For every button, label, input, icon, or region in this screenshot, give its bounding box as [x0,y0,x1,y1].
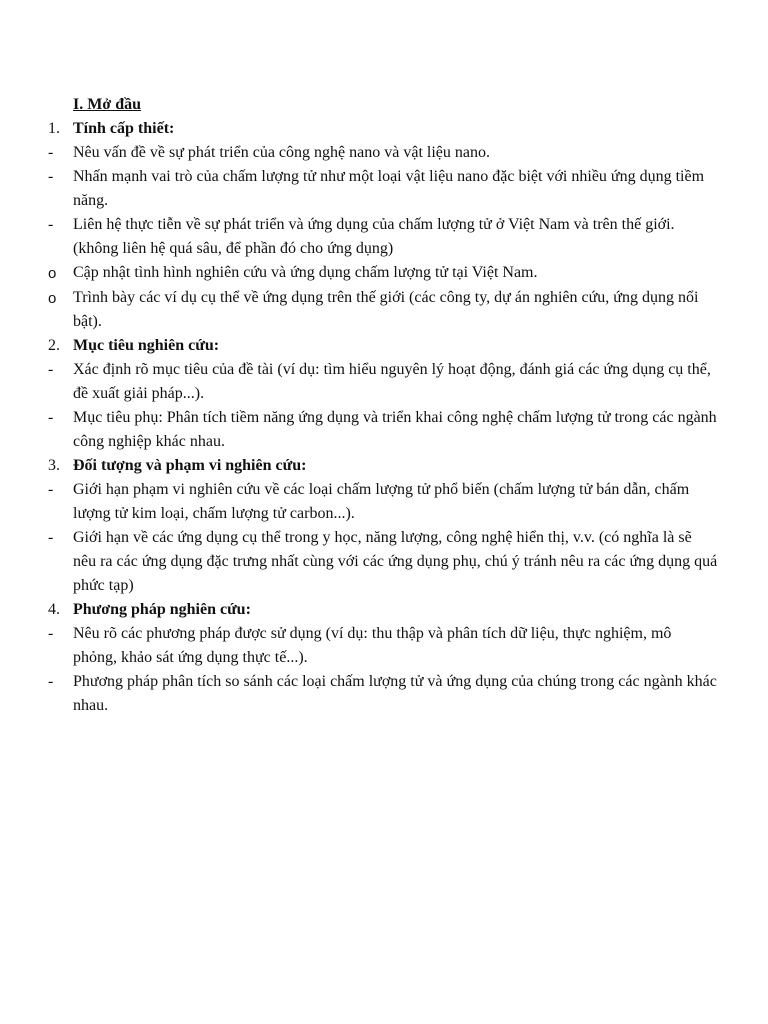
dash-bullet: - [48,168,54,185]
list-item [48,213,718,261]
list-item-text: Nêu vấn đề về sự phát triển của công nghệ nano và vật liệu nano. [73,144,490,161]
section-number: 3. [48,457,60,474]
dash-bullet: - [48,216,54,233]
list-item [48,286,718,334]
section-number: 2. [48,337,60,354]
dash-bullet: - [48,673,54,690]
list-item [48,261,718,286]
list-item-text: Trình bày các ví dụ cụ thể về ứng dụng trên thế giới (các công ty, dự án nghiên cứu, ứng dụng nổi bật). [73,289,699,330]
section-title: Mục tiêu nghiên cứu: [73,337,220,354]
section-title: Phương pháp nghiên cứu: [73,601,251,618]
dash-bullet: - [48,529,54,546]
circle-bullet: o [48,290,57,307]
list-item-text: Cập nhật tình hình nghiên cứu và ứng dụng chấm lượng tử tại Việt Nam. [73,264,538,281]
section-2-title-line [48,334,718,358]
section-4-title-line [48,598,718,622]
list-item [48,670,718,718]
dash-bullet: - [48,409,54,426]
list-item [48,406,718,454]
list-item [48,165,718,213]
list-item [48,478,718,526]
section-3-title-line [48,454,718,478]
list-item-text: Xác định rõ mục tiêu của đề tài (ví dụ: tìm hiểu nguyên lý hoạt động, đánh giá các ứng dụng cụ thể, đề xuất giải pháp...). [73,361,711,402]
list-item-text: Giới hạn về các ứng dụng cụ thể trong y học, năng lượng, công nghệ hiển thị, v.v. (có nghĩa là sẽ nêu ra các ứng dụng đặc trưng nhất cùng với các ứng dụng phụ, chú ý tránh nêu ra các ứng dụng quá phức tạp) [73,529,718,594]
section-heading: I. Mở đầu [73,96,141,113]
section-number: 4. [48,601,60,618]
document-content [48,93,718,718]
list-item-text: Nhấn mạnh vai trò của chấm lượng tử như một loại vật liệu nano đặc biệt với nhiều ứng dụng tiềm năng. [73,168,705,209]
list-item [48,358,718,406]
section-1-title-line [48,117,718,141]
dash-bullet: - [48,144,54,161]
dash-bullet: - [48,481,54,498]
list-item [48,622,718,670]
list-item-text: Phương pháp phân tích so sánh các loại chấm lượng tử và ứng dụng của chúng trong các ngành khác nhau. [73,673,717,714]
list-item [48,526,718,598]
section-title: Đối tượng và phạm vi nghiên cứu: [73,457,307,474]
list-item [48,141,718,165]
section-title: Tính cấp thiết: [73,120,175,137]
dash-bullet: - [48,361,54,378]
dash-bullet: - [48,625,54,642]
list-item-text: Liên hệ thực tiễn về sự phát triển và ứng dụng của chấm lượng tử ở Việt Nam và trên thế giới. (không liên hệ quá sâu, để phần đó cho ứng dụng) [73,216,675,257]
list-item-text: Nêu rõ các phương pháp được sử dụng (ví dụ: thu thập và phân tích dữ liệu, thực nghiệm, mô phỏng, khảo sát ứng dụng thực tế...). [73,625,672,666]
section-number: 1. [48,120,60,137]
list-item-text: Giới hạn phạm vi nghiên cứu về các loại chấm lượng tử phổ biến (chấm lượng tử bán dẫn, chấm lượng tử kim loại, chấm lượng tử carbon...). [73,481,690,522]
list-item-text: Mục tiêu phụ: Phân tích tiềm năng ứng dụng và triển khai công nghệ chấm lượng tử trong các ngành công nghiệp khác nhau. [73,409,717,450]
circle-bullet: o [48,265,57,282]
